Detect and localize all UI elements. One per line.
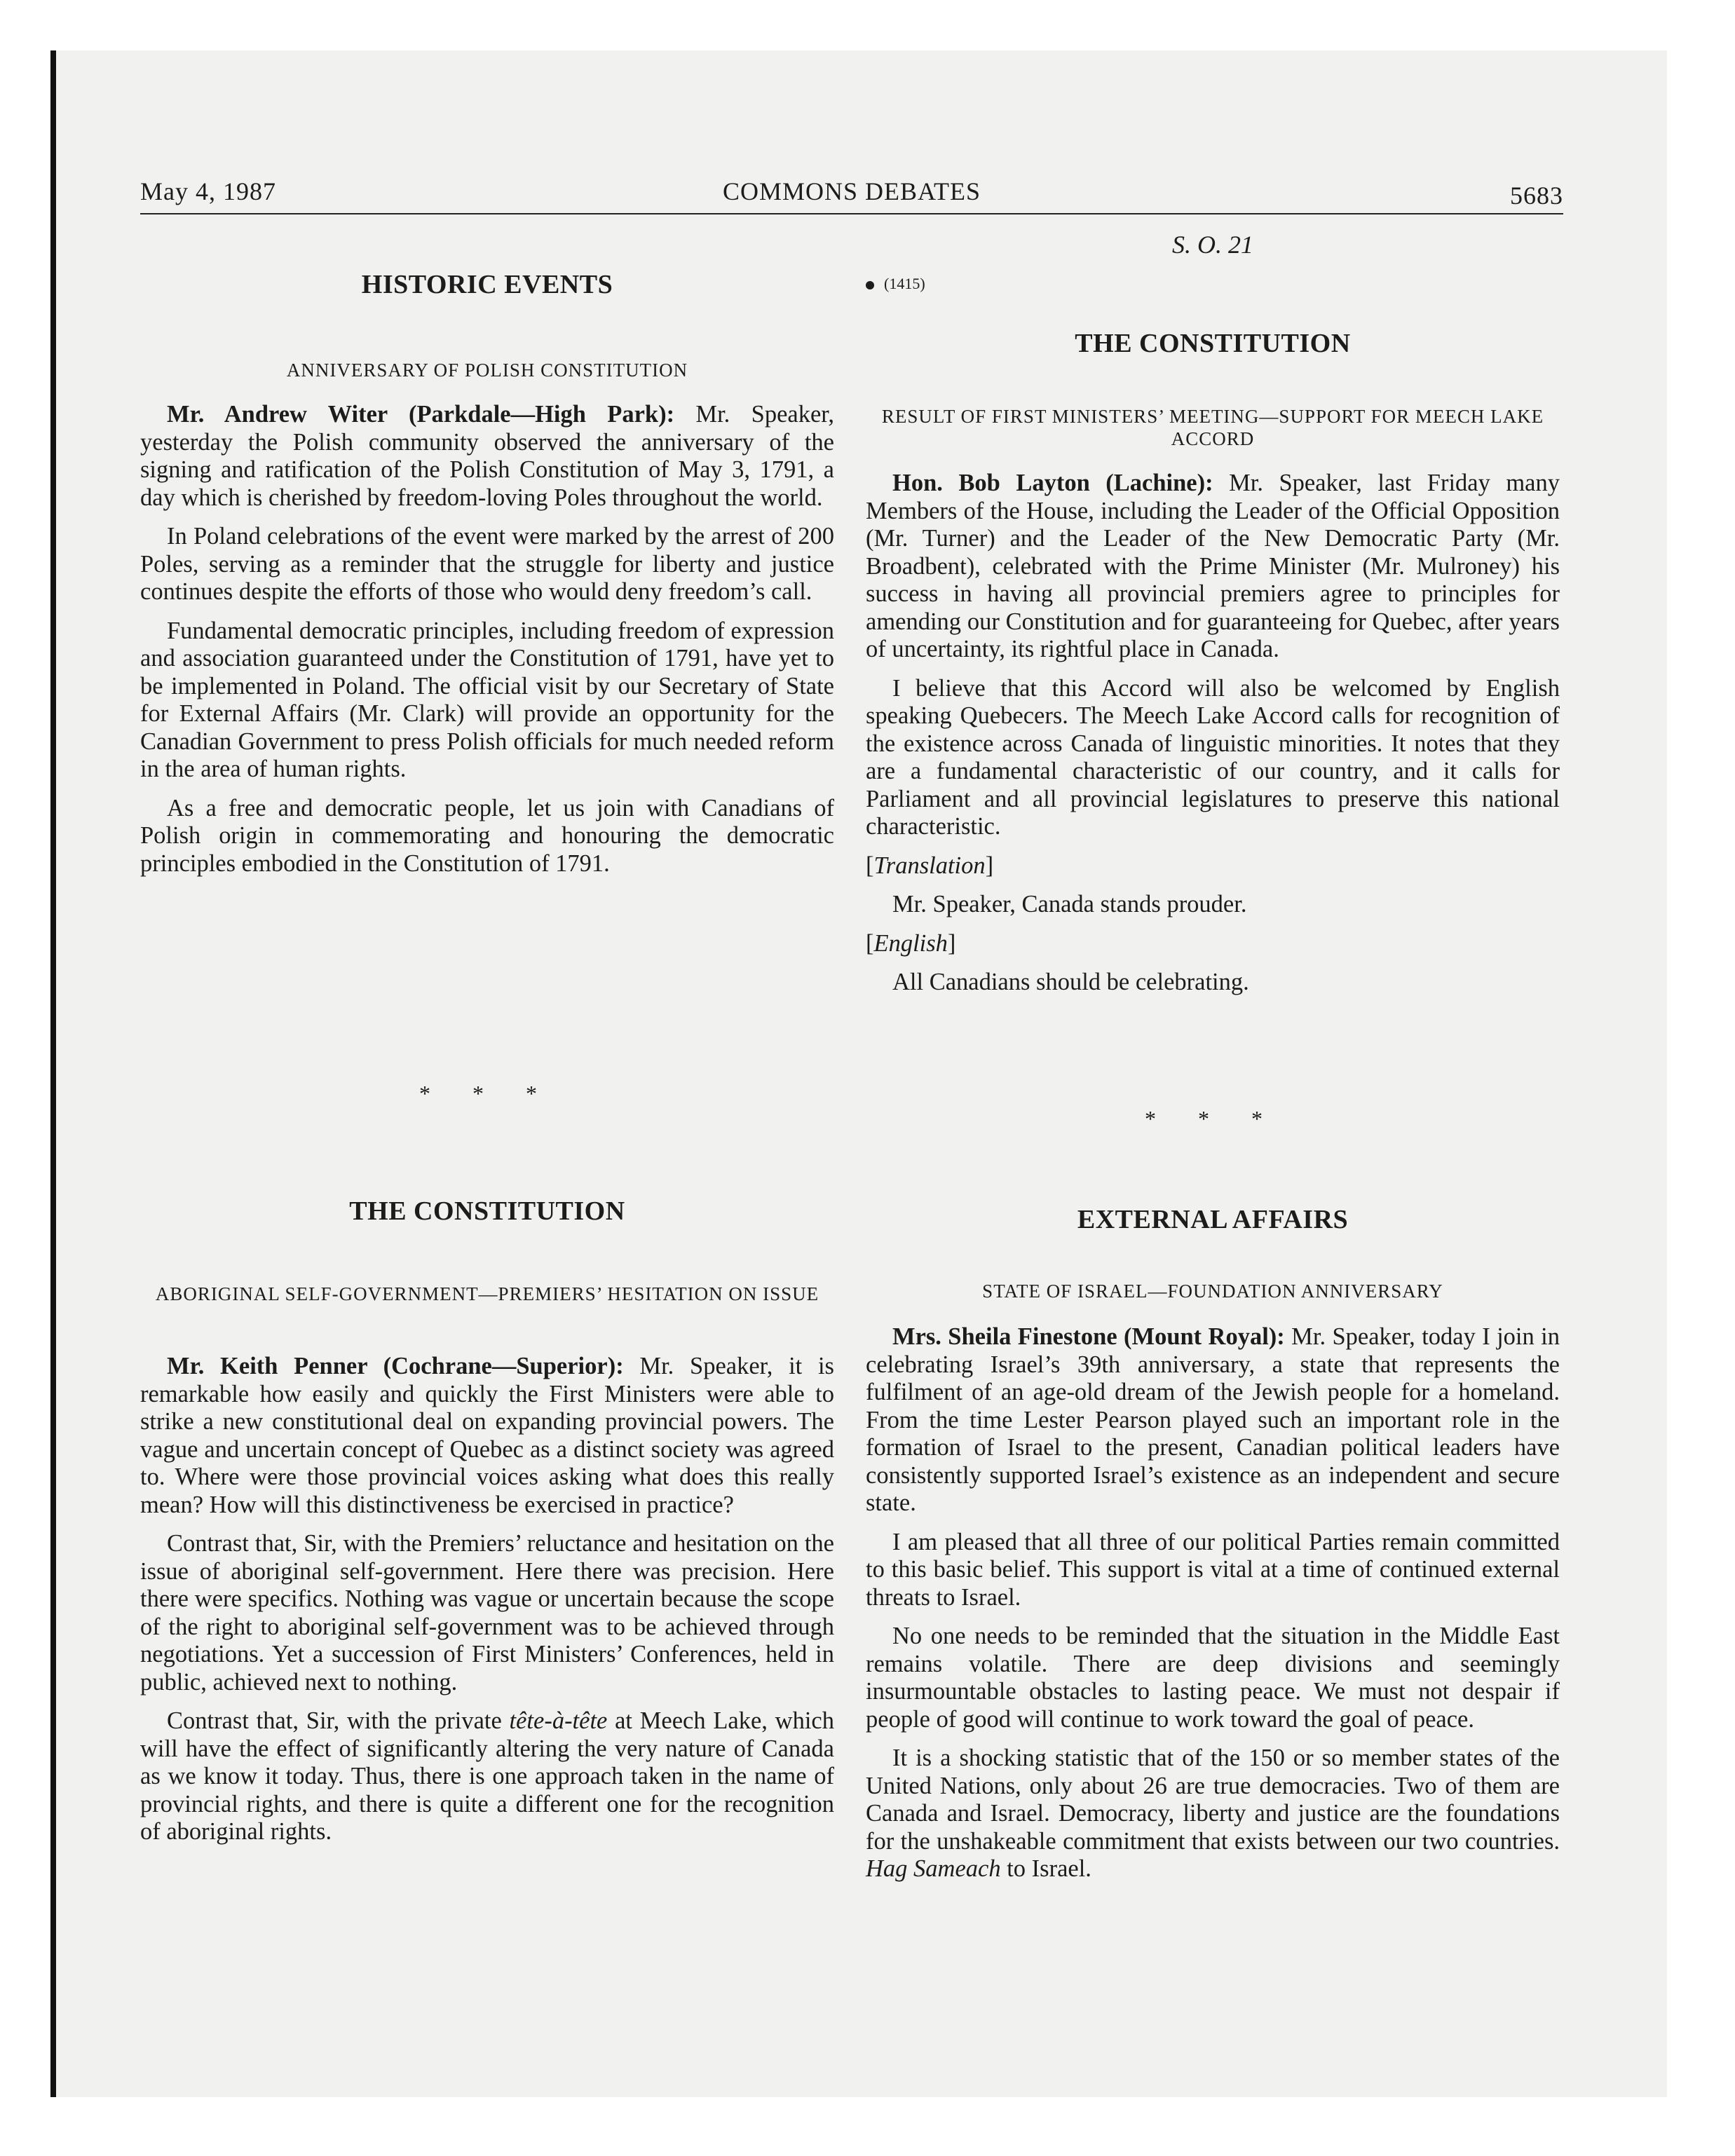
paragraph: Contrast that, Sir, with the Premiers’ reluctance and hesitation on the issue of aboriginal self-government. Here there was precision. Here there were specifics. Nothing was vague or uncertain because the scope of the right to aboriginal self-government was to be achieved through negotiations. Yet a succession of First Ministers’ Conferences, held in public, achieved next to nothing. [140,1530,834,1696]
statement-layton [866,470,1560,997]
paragraph: Mr. Speaker, Canada stands prouder. [892,891,1247,917]
statement-finestone [866,1323,1560,1883]
subheading-state-of-israel: STATE OF ISRAEL—FOUNDATION ANNIVERSARY [982,1281,1443,1302]
italic-phrase: Hag Sameach [866,1855,1001,1882]
header-publication: COMMONS DEBATES [722,177,981,205]
paragraph: Hon. Bob Layton (Lachine): Mr. Speaker, last Friday many Members of the House, including the Leader of the Official Opposition (Mr. Turner) and the Leader of the New Democratic Party (Mr. Broadbent), celebrated with the Prime Minister (Mr. Mulroney) his success in having all provincial premiers agree to principles for amending our Constitution and for guaranteeing for Quebec, after years of uncertainty, its rightful place in Canada. [866,470,1560,662]
paragraph: It is a shocking statistic that of the 150 or so member states of the United Nations, only about 26 are true democracies. Two of them are Canada and Israel. Democracy, liberty and justice are the foundations for the unshakeable commitment that exists between our two countries. Hag Sameach to Israel. [866,1745,1560,1882]
paragraph: Mrs. Sheila Finestone (Mount Royal): Mr. Speaker, today I join in celebrating Israel’s 39th anniversary, a state that represents the fulfilment of an age-old dream of the Jewish people for a homeland. From the time Lester Pearson played such an important role in the formation of Israel to the present, Canadian political leaders have consistently supported Israel’s existence as an independent and secure state. [866,1323,1560,1516]
paragraph: I am pleased that all three of our political Parties remain committed to this basic belief. This support is vital at a time of continued external threats to Israel. [866,1528,1560,1611]
italic-phrase: tête-à-tête [509,1707,608,1734]
speaker-name: Mr. Andrew Witer (Parkdale—High Park): [167,401,675,428]
time-marker: (1415) [866,275,1560,293]
paragraph: In Poland celebrations of the event were marked by the arrest of 200 Poles, serving as a reminder that the struggle for liberty and justice continues despite the efforts of those who would deny freedom’s call. [140,523,834,605]
speaker-name: Mr. Keith Penner (Cochrane—Superior): [167,1353,624,1379]
subheading-meech-lake-accord: RESULT OF FIRST MINISTERS’ MEETING—SUPPORT FOR MEECH LAKE ACCORD [881,406,1544,450]
paragraph: No one needs to be reminded that the situation in the Middle East remains volatile. There are deep divisions and seemingly insurmountable obstacles to lasting peace. We must not despair if people of good will continue to work toward the goal of peace. [866,1623,1560,1733]
section-separator: * * * [1145,1106,1281,1131]
language-marker: [English] [866,929,956,957]
paragraph: All Canadians should be celebrating. [892,969,1249,995]
speaker-name: Mrs. Sheila Finestone (Mount Royal): [892,1323,1285,1350]
standing-order-label: S. O. 21 [1172,231,1253,259]
subheading-aboriginal-self-government: ABORIGINAL SELF-GOVERNMENT—PREMIERS’ HESITATION ON ISSUE [155,1283,819,1304]
subheading-polish-constitution: ANNIVERSARY OF POLISH CONSTITUTION [286,360,688,381]
running-head [140,177,1563,214]
paragraph: Fundamental democratic principles, including freedom of expression and association guaranteed under the Constitution of 1791, have yet to be implemented in Poland. The official visit by our Secretary of State for External Affairs (Mr. Clark) will provide an opportunity for the Canadian Government to press Polish officials for much needed reform in the area of human rights. [140,617,834,782]
binding-edge [50,50,56,2097]
section-separator: * * * [419,1081,555,1106]
bullet-icon [866,281,874,289]
section-heading-historic-events: HISTORIC EVENTS [361,270,613,299]
paragraph: Contrast that, Sir, with the private tête-à-tête at Meech Lake, which will have the effect of significantly altering the very nature of Canada as we know it today. Thus, there is one approach taken in the name of provincial rights, and there is quite a different one for the recognition of aboriginal rights. [140,1707,834,1845]
statement-witer [140,401,834,878]
paragraph: Mr. Keith Penner (Cochrane—Superior): Mr. Speaker, it is remarkable how easily and quickly the First Ministers were able to strike a new constitutional deal on expanding provincial powers. The vague and uncertain concept of Quebec as a distinct society was agreed to. Where were those provincial voices asking what does this really mean? How will this distinctiveness be exercised in practice? [140,1353,834,1518]
section-heading-constitution: THE CONSTITUTION [1075,329,1351,358]
statement-penner [140,1353,834,1846]
speaker-name: Hon. Bob Layton (Lachine): [892,470,1213,496]
paragraph: As a free and democratic people, let us join with Canadians of Polish origin in commemorating and honouring the democratic principles embodied in the Constitution of 1791. [140,794,834,877]
section-heading-constitution: THE CONSTITUTION [349,1196,625,1226]
paragraph: Mr. Andrew Witer (Parkdale—High Park): Mr. Speaker, yesterday the Polish community observed the anniversary of the signing and ratification of the Polish Constitution of May 3, 1791, a day which is cherished by freedom-loving Poles throughout the world. [140,401,834,511]
language-marker: [Translation] [866,852,994,879]
paragraph: I believe that this Accord will also be welcomed by English speaking Quebecers. The Meech Lake Accord calls for recognition of the existence across Canada of linguistic minorities. It notes that they are a fundamental characteristic of our country, and it calls for Parliament and all provincial legislatures to preserve this national characteristic. [866,674,1560,840]
header-page-number: 5683 [1510,182,1563,210]
section-heading-external-affairs: EXTERNAL AFFAIRS [1077,1205,1349,1234]
header-date: May 4, 1987 [140,177,276,205]
